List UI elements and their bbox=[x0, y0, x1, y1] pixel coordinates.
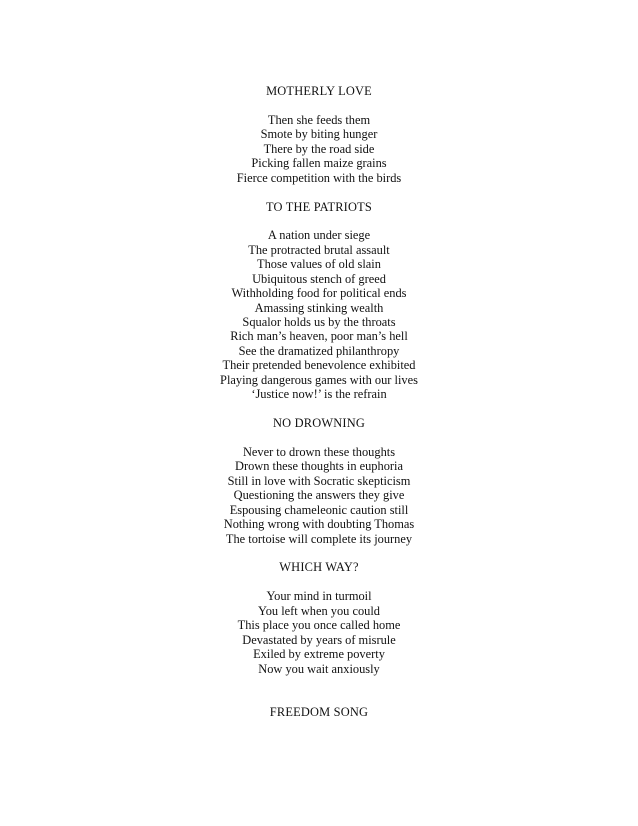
poem-line: Rich man’s heaven, poor man’s hell bbox=[230, 329, 408, 344]
poem-line: Drown these thoughts in euphoria bbox=[235, 459, 403, 474]
stanza-gap bbox=[0, 575, 638, 589]
poem-line: Their pretended benevolence exhibited bbox=[222, 358, 416, 373]
poem-title: MOTHERLY LOVE bbox=[266, 84, 372, 98]
poem-title: FREEDOM SONG bbox=[269, 704, 369, 719]
poem-line: Ubiquitous stench of greed bbox=[252, 271, 386, 286]
poem-line: ‘Justice now!’ is the refrain bbox=[251, 387, 387, 402]
poem-line: Squalor holds us by the throats bbox=[242, 315, 396, 329]
stanza-gap bbox=[0, 185, 638, 199]
poem-line: Withholding food for political ends bbox=[231, 286, 407, 301]
poem-line: Now you wait anxiously bbox=[258, 661, 380, 676]
poem-line: There by the road side bbox=[263, 141, 375, 156]
poem-line: Those values of old slain bbox=[257, 257, 381, 272]
poem-title: WHICH WAY? bbox=[279, 560, 359, 575]
poem-line: Exiled by extreme poverty bbox=[253, 647, 385, 662]
poem-line: You left when you could bbox=[258, 603, 380, 618]
poem-line: The protracted brutal assault bbox=[248, 242, 390, 257]
poem-line: Your mind in turmoil bbox=[266, 589, 372, 604]
poem-line: This place you once called home bbox=[237, 618, 401, 633]
poem-line: Fierce competition with the birds bbox=[236, 170, 402, 185]
stanza-gap bbox=[0, 431, 638, 445]
poem-line: Still in love with Socratic skepticism bbox=[227, 473, 411, 488]
poem-line: Devastated by years of misrule bbox=[242, 632, 396, 647]
poem-line: A nation under siege bbox=[267, 228, 371, 243]
poem-line: Nothing wrong with doubting Thomas bbox=[223, 517, 415, 532]
poem-title: NO DROWNING bbox=[272, 416, 366, 431]
poem-line: Playing dangerous games with our lives bbox=[220, 372, 418, 387]
poem-line: Never to drown these thoughts bbox=[242, 444, 396, 459]
stanza-gap bbox=[0, 402, 638, 416]
poem-line: Then she feeds them bbox=[267, 112, 371, 127]
poem-line: Smote by biting hunger bbox=[260, 127, 378, 142]
stanza-gap bbox=[0, 676, 638, 705]
poem-line: Questioning the answers they give bbox=[233, 488, 405, 503]
stanza-gap bbox=[0, 98, 638, 112]
poem-line: Espousing chameleonic caution still bbox=[229, 502, 409, 517]
poem-column bbox=[0, 84, 638, 719]
poem-title: TO THE PATRIOTS bbox=[265, 199, 373, 214]
poem-line: The tortoise will complete its journey bbox=[225, 531, 413, 546]
poem-line: Amassing stinking wealth bbox=[254, 300, 384, 315]
stanza-gap bbox=[0, 214, 638, 228]
poem-line: Picking fallen maize grains bbox=[251, 156, 387, 171]
poem-line: See the dramatized philanthropy bbox=[238, 343, 400, 358]
stanza-gap bbox=[0, 546, 638, 560]
